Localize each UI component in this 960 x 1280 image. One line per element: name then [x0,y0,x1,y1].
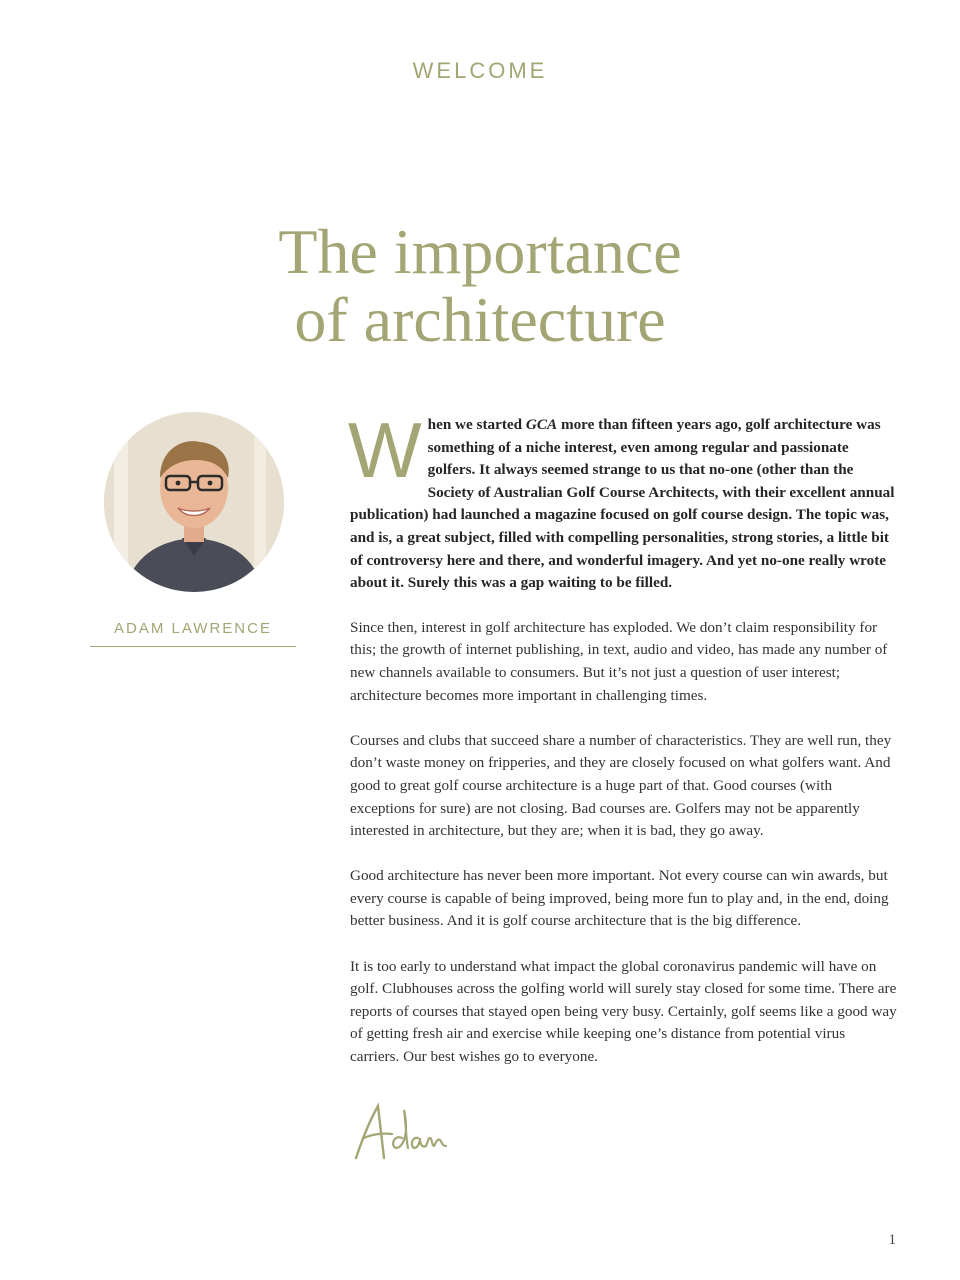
lede-text-1: hen we started [427,416,526,433]
section-kicker: WELCOME [412,58,548,83]
article-body [348,406,898,1091]
body-paragraph-2: Courses and clubs that succeed share a number of characteristics. They are well run, they don’t waste money on fripperies, and they are closely focused on what golfers want. And good to great golf course architecture is a huge part of that. Good courses (with exceptions for sure) are not closing. Bad courses are. Golfers may not be apparently interested in architecture, but they are; when it is bad, they go away. [350,731,892,840]
body-paragraph-4: It is too early to understand what impact the global coronavirus pandemic will have on golf. Clubhouses across the golfing world will surely stay closed for some time. There are reports of courses that stayed open being very busy. Certainly, golf seems like a good way of getting fresh air and exercise while keeping one’s distance from potential virus carriers. Our best wishes go to everyone. [350,957,897,1066]
body-paragraph-1: Since then, interest in golf architecture has exploded. We don’t claim responsibility for this; the growth of internet publishing, in text, audio and video, has made any number of new channels available to consumers. But it’s not just a question of user interest; architecture becomes more important in challenging times. [350,618,888,704]
title-line-2: of architecture [294,284,666,355]
handwritten-signature [350,1100,450,1164]
author-portrait-illustration [104,412,284,592]
body-paragraph-3: Good architecture has never been more important. Not every course can win awards, but every course is capable of being improved, being more fun to play and, in the end, doing better business. And it is golf course architecture that is the big difference. [350,867,889,930]
lede-text-2: more than fifteen years ago, golf architecture was something of a niche interest, even among regular and passionate golfers. It always seemed strange to us that no-one (other than the Society of Australian Golf Course Architects, with their excellent annual publication) had launched a magazine focused on golf course design. The topic was, and is, a great subject, filled with compelling personalities, strong stories, a little bit of controversy here and there, and wonderful imagery. And yet no-one really wrote about it. Surely this was a gap waiting to be filled. [350,416,895,592]
author-divider [90,646,296,647]
author-photo [104,412,284,592]
page-number: 1 [888,1232,896,1248]
author-name: ADAM LAWRENCE [114,620,272,637]
drop-cap: W [348,406,422,494]
article-title [0,218,960,354]
lede-paragraph [348,406,898,595]
magazine-name: GCA [525,416,558,433]
title-line-1: The importance [278,216,682,287]
